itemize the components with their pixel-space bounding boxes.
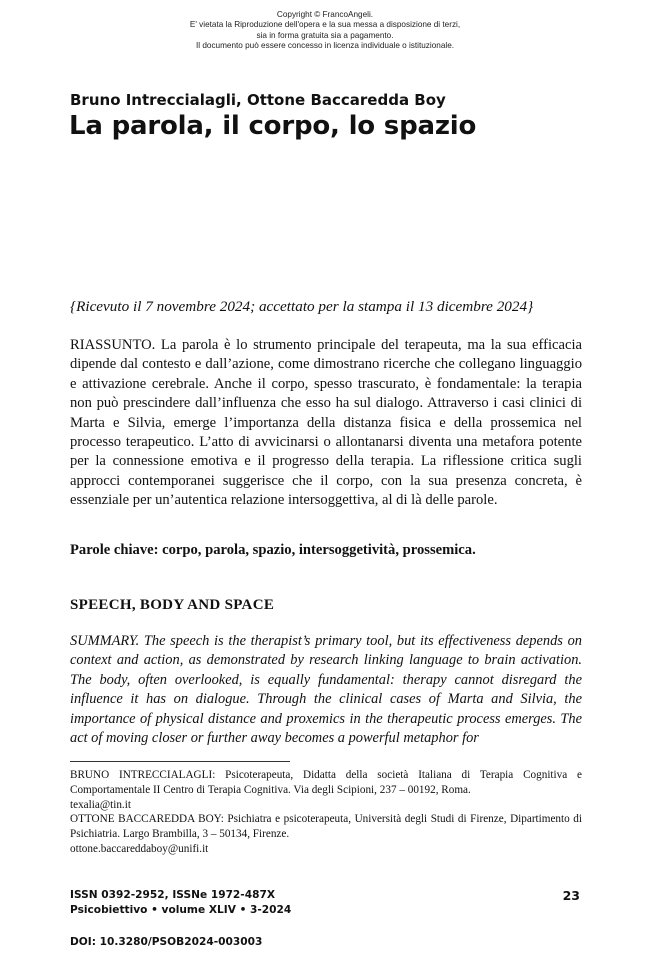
copyright-line: sia in forma gratuita sia a pagamento. [256,30,394,40]
page-footer [70,888,582,950]
abstract-italian: RIASSUNTO. La parola è lo strumento principale del terapeuta, ma la sua efficacia dipende dal contesto e dall’azione, come dimostrano ricerche che collegano linguaggio e attivazione cerebrale. Anche il corpo, spesso trascurato, è fondamentale: la terapia non può prescindere dall’influenza che esso ha sul dialogo. Attraverso i casi clinici di Marta e Silvia, emerge l’importanza della distanza fisica e della prossemica nel processo terapeutico. L’atto di avvicinarsi o allontanarsi diventa una metafora potente per la connessione emotiva e il progresso della terapia. La riflessione critica sugli approcci contemporanei suggerisce che il corpo, con la sua presenza concreta, è essenziale per un’autentica relazione intersoggettiva, al di là delle parole. [70,337,582,509]
footnote-email-2[interactable]: ottone.baccareddaboy@unifi.it [70,842,209,855]
copyright-line: E' vietata la Riproduzione dell'opera e la sua messa a disposizione di terzi, [189,20,461,30]
english-title: SPEECH, BODY AND SPACE [70,597,275,613]
keywords: Parole chiave: corpo, parola, spazio, intersoggetività, prossemica. [70,542,476,558]
copyright-notice [0,10,650,52]
footnote-email-1[interactable]: texalia@tin.it [70,798,131,811]
footnote-author-1: BRUNO INTRECCIALAGLI: Psicoterapeuta, Didatta della società Italiana di Terapia Cognitiva e Comportamentale II Centro di Terapia Cognitiva. Via degli Scipioni, 237 – 00192, Roma. [70,769,582,796]
abstract-english: SUMMARY. The speech is the therapist’s primary tool, but its effectiveness depends on context and action, as demonstrated by research linking language to brain activation. The body, often overlooked, is equally fundamental: therapy cannot disregard the influence it has on dialogue. Through the clinical cases of Marta and Silvia, the importance of physical distance and proxemics in the therapeutic process emerges. The act of moving closer or further away becomes a powerful metaphor for [70,633,582,747]
issn-line: ISSN 0392-2952, ISSNe 1972-487X [70,889,275,901]
journal-line: Psicobiettivo • volume XLIV • 3-2024 [70,904,292,916]
page-number: 23 [562,888,580,903]
footnote-author-2: OTTONE BACCAREDDA BOY: Psichiatra e psicoterapeuta, Università degli Studi di Firenze, Dipartimento di Psichiatria. Largo Brambilla, 3 – 50134, Firenze. [70,813,582,841]
doi-line[interactable]: DOI: 10.3280/PSOB2024-003003 [70,936,263,948]
copyright-line: Il documento può essere concesso in licenza individuale o istituzionale. [195,41,455,51]
copyright-line: Copyright © FrancoAngeli. [276,10,374,19]
author-footnotes [70,768,582,857]
article-title: La parola, il corpo, lo spazio [69,111,477,141]
footnote-divider [70,761,290,762]
article-authors: Bruno Intreccialagli, Ottone Baccaredda Boy [70,91,446,109]
received-dates: {Ricevuto il 7 novembre 2024; accettato per la stampa il 13 dicembre 2024} [70,298,534,315]
